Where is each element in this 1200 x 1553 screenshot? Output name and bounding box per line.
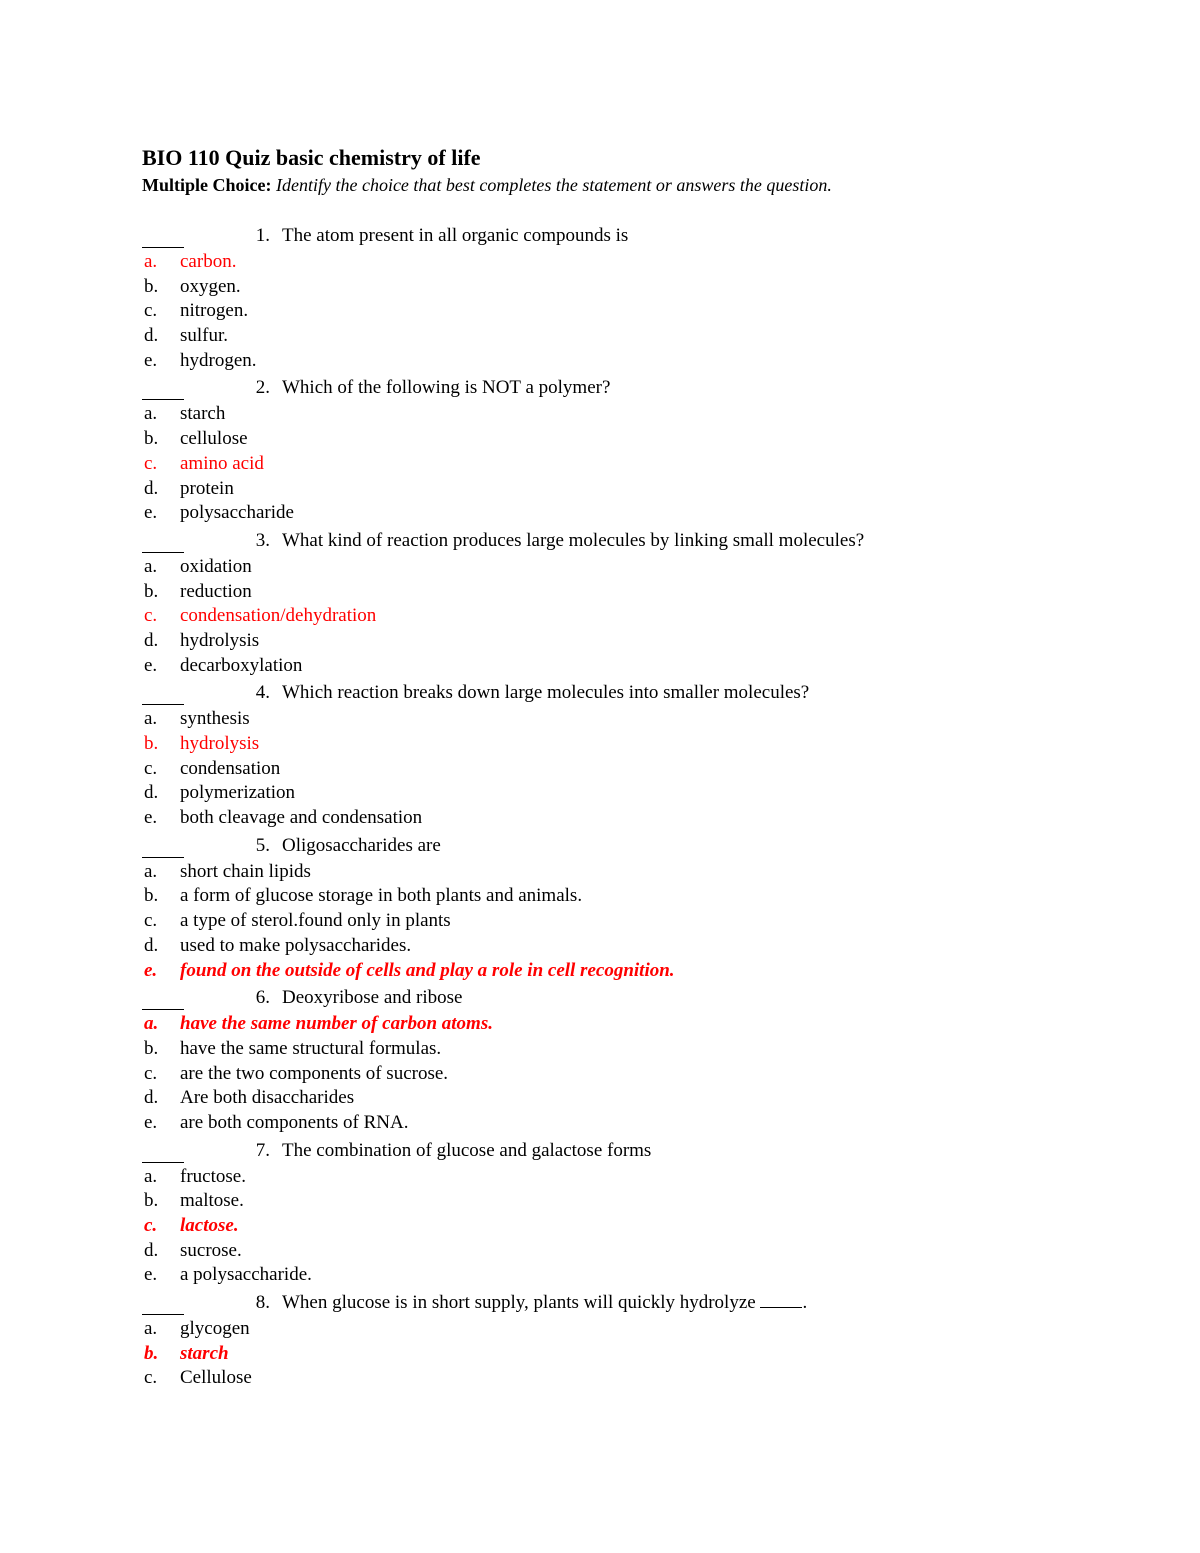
choice-letter: b. [144,580,159,602]
choice-letter: d. [144,934,159,956]
choice-letter: e. [144,1264,158,1286]
question-text: The atom present in all organic compounds is [282,225,629,246]
question-text-wrap [282,526,864,555]
choice-text: hydrogen. [180,349,257,371]
question-text-wrap [282,221,628,250]
choice-item [142,501,1042,526]
choice-item [142,349,1042,374]
question-item [142,526,1042,678]
question-line [142,678,1042,707]
answer-blank[interactable] [142,221,184,248]
choice-text: a form of glucose storage in both plants and animals. [180,885,583,907]
choice-text: condensation [180,757,281,779]
choice-text: have the same structural formulas. [180,1037,442,1059]
choice-letter: c. [144,1215,158,1236]
choice-text: oxidation [180,555,252,577]
question-item [142,831,1042,983]
choice-item [142,299,1042,324]
question-line [142,983,1042,1012]
choice-text: found on the outside of cells and play a role in cell recognition. [180,959,675,981]
choice-text: cellulose [180,428,248,450]
choice-letter: e. [144,502,158,524]
choice-item [142,275,1042,300]
choice-letter: a. [144,403,158,425]
choice-letter: b. [144,428,159,450]
question-number: 4. [255,682,270,704]
choice-letter: b. [144,733,159,754]
choice-letter: c. [144,910,158,932]
question-text: Which reaction breaks down large molecules into smaller molecules? [282,682,810,704]
choice-text: starch [180,1342,229,1364]
choice-letter: a. [144,860,158,882]
choice-text: fructose. [180,1165,246,1187]
choice-item [142,860,1042,885]
question-text-suffix: . [802,1292,808,1314]
choice-text: polysaccharide [180,502,294,524]
choice-item [142,1062,1042,1087]
question-line [142,1136,1042,1165]
choice-item [142,781,1042,806]
question-text: When glucose is in short supply, plants will quickly hydrolyze [282,1292,756,1314]
instructions-label: Multiple Choice: [142,175,272,195]
choice-letter: a. [144,1318,158,1340]
question-text-wrap [282,983,462,1012]
choice-item [142,1012,1042,1037]
choice-text: decarboxylation [180,654,303,676]
quiz-content [142,144,1042,1391]
choice-text: a type of sterol.found only in plants [180,910,451,932]
choice-letter: d. [144,1239,159,1261]
choice-item [142,1366,1042,1391]
answer-blank[interactable] [142,526,184,553]
question-line [142,831,1042,860]
choice-item [142,1263,1042,1288]
choice-item [142,1214,1042,1239]
choice-item [142,1342,1042,1367]
choice-text: have the same number of carbon atoms. [180,1013,493,1035]
choice-item [142,604,1042,629]
question-text-wrap [282,678,809,707]
choice-letter: e. [144,807,158,829]
choice-letter: d. [144,782,159,804]
question-item [142,1136,1042,1288]
choice-item [142,427,1042,452]
choice-text: maltose. [180,1190,244,1212]
answer-blank[interactable] [142,1136,184,1163]
question-text: Oligosaccharides are [282,834,441,856]
instructions [142,173,1042,197]
choice-text: both cleavage and condensation [180,807,423,829]
choice-letter: c. [144,1062,158,1084]
choice-letter: c. [144,1367,158,1389]
choice-item [142,1317,1042,1342]
choice-item [142,757,1042,782]
choice-item [142,402,1042,427]
choice-text: synthesis [180,708,250,730]
choice-text: carbon. [180,251,237,272]
choice-item [142,884,1042,909]
question-list [142,221,1042,1391]
choice-text: sulfur. [180,325,229,347]
quiz-title: BIO 110 Quiz basic chemistry of life [142,145,481,170]
choice-item [142,555,1042,580]
choice-item [142,629,1042,654]
question-line [142,221,1042,250]
answer-blank[interactable] [142,678,184,705]
question-number: 3. [255,529,270,551]
choice-item [142,1111,1042,1136]
question-item [142,221,1042,373]
choice-item [142,1086,1042,1111]
choice-item [142,1189,1042,1214]
choice-item [142,1037,1042,1062]
question-number: 6. [255,987,270,1009]
choice-item [142,934,1042,959]
choice-letter: b. [144,1342,159,1364]
choice-letter: a. [144,1165,158,1187]
question-text-wrap [282,373,610,402]
question-number: 7. [255,1139,270,1161]
choice-letter: b. [144,275,159,297]
answer-blank[interactable] [142,983,184,1010]
choice-text: hydrolysis [180,733,260,754]
choice-letter: c. [144,452,158,474]
choice-text: glycogen [180,1318,250,1340]
choice-text: lactose. [180,1215,239,1236]
choice-text: nitrogen. [180,300,249,322]
question-text-wrap [282,1288,807,1317]
choice-text: are the two components of sucrose. [180,1062,449,1084]
question-text: Which of the following is NOT a polymer? [282,377,611,399]
choice-letter: c. [144,300,158,322]
choice-item [142,654,1042,679]
question-text-wrap [282,1136,651,1165]
instructions-text: Identify the choice that best completes the statement or answers the question. [275,175,832,195]
question-item [142,1288,1042,1391]
choice-item [142,959,1042,984]
choice-text: oxygen. [180,275,241,297]
question-number: 1. [255,225,270,246]
choice-text: amino acid [180,452,264,474]
choice-item [142,707,1042,732]
choice-item [142,580,1042,605]
choice-item [142,1165,1042,1190]
choice-letter: a. [144,708,158,730]
choice-letter: c. [144,605,158,627]
question-number: 8. [255,1292,270,1314]
choice-text: used to make polysaccharides. [180,934,412,956]
choice-item [142,324,1042,349]
choice-letter: e. [144,959,158,981]
choice-letter: e. [144,349,158,371]
inline-answer-blank [760,1289,802,1308]
choice-text: reduction [180,580,252,602]
choice-text: protein [180,477,234,499]
choice-item [142,452,1042,477]
choice-item [142,1239,1042,1264]
choice-letter: a. [144,555,158,577]
question-text: What kind of reaction produces large molecules by linking small molecules? [282,529,865,551]
choice-letter: d. [144,629,159,651]
choice-letter: a. [144,251,158,272]
question-line [142,526,1042,555]
question-text: The combination of glucose and galactose forms [282,1139,652,1161]
choice-text: are both components of RNA. [180,1111,409,1133]
question-number: 5. [255,834,270,856]
choice-text: condensation/dehydration [180,605,377,627]
choice-item [142,250,1042,275]
question-line [142,1288,1042,1317]
choice-letter: b. [144,885,159,907]
choice-item [142,732,1042,757]
question-line [142,373,1042,402]
choice-letter: d. [144,477,159,499]
answer-blank[interactable] [142,831,184,858]
choice-letter: d. [144,325,159,347]
choice-text: sucrose. [180,1239,242,1261]
choice-letter: b. [144,1037,159,1059]
question-item [142,983,1042,1135]
answer-blank[interactable] [142,373,184,400]
choice-letter: a. [144,1013,159,1035]
choice-letter: e. [144,654,158,676]
question-item [142,678,1042,830]
choice-item [142,477,1042,502]
choice-letter: b. [144,1190,159,1212]
question-item [142,373,1042,525]
choice-text: hydrolysis [180,629,260,651]
choice-text: Cellulose [180,1367,252,1389]
choice-text: short chain lipids [180,860,311,882]
choice-letter: d. [144,1087,159,1109]
question-text-wrap [282,831,441,860]
choice-text: Are both disaccharides [180,1087,355,1109]
choice-text: a polysaccharide. [180,1264,312,1286]
question-text: Deoxyribose and ribose [282,987,463,1009]
choice-text: polymerization [180,782,296,804]
choice-item [142,909,1042,934]
answer-blank[interactable] [142,1288,184,1315]
choice-letter: c. [144,757,158,779]
question-number: 2. [255,377,270,399]
choice-item [142,806,1042,831]
choice-letter: e. [144,1111,158,1133]
choice-text: starch [180,403,226,425]
